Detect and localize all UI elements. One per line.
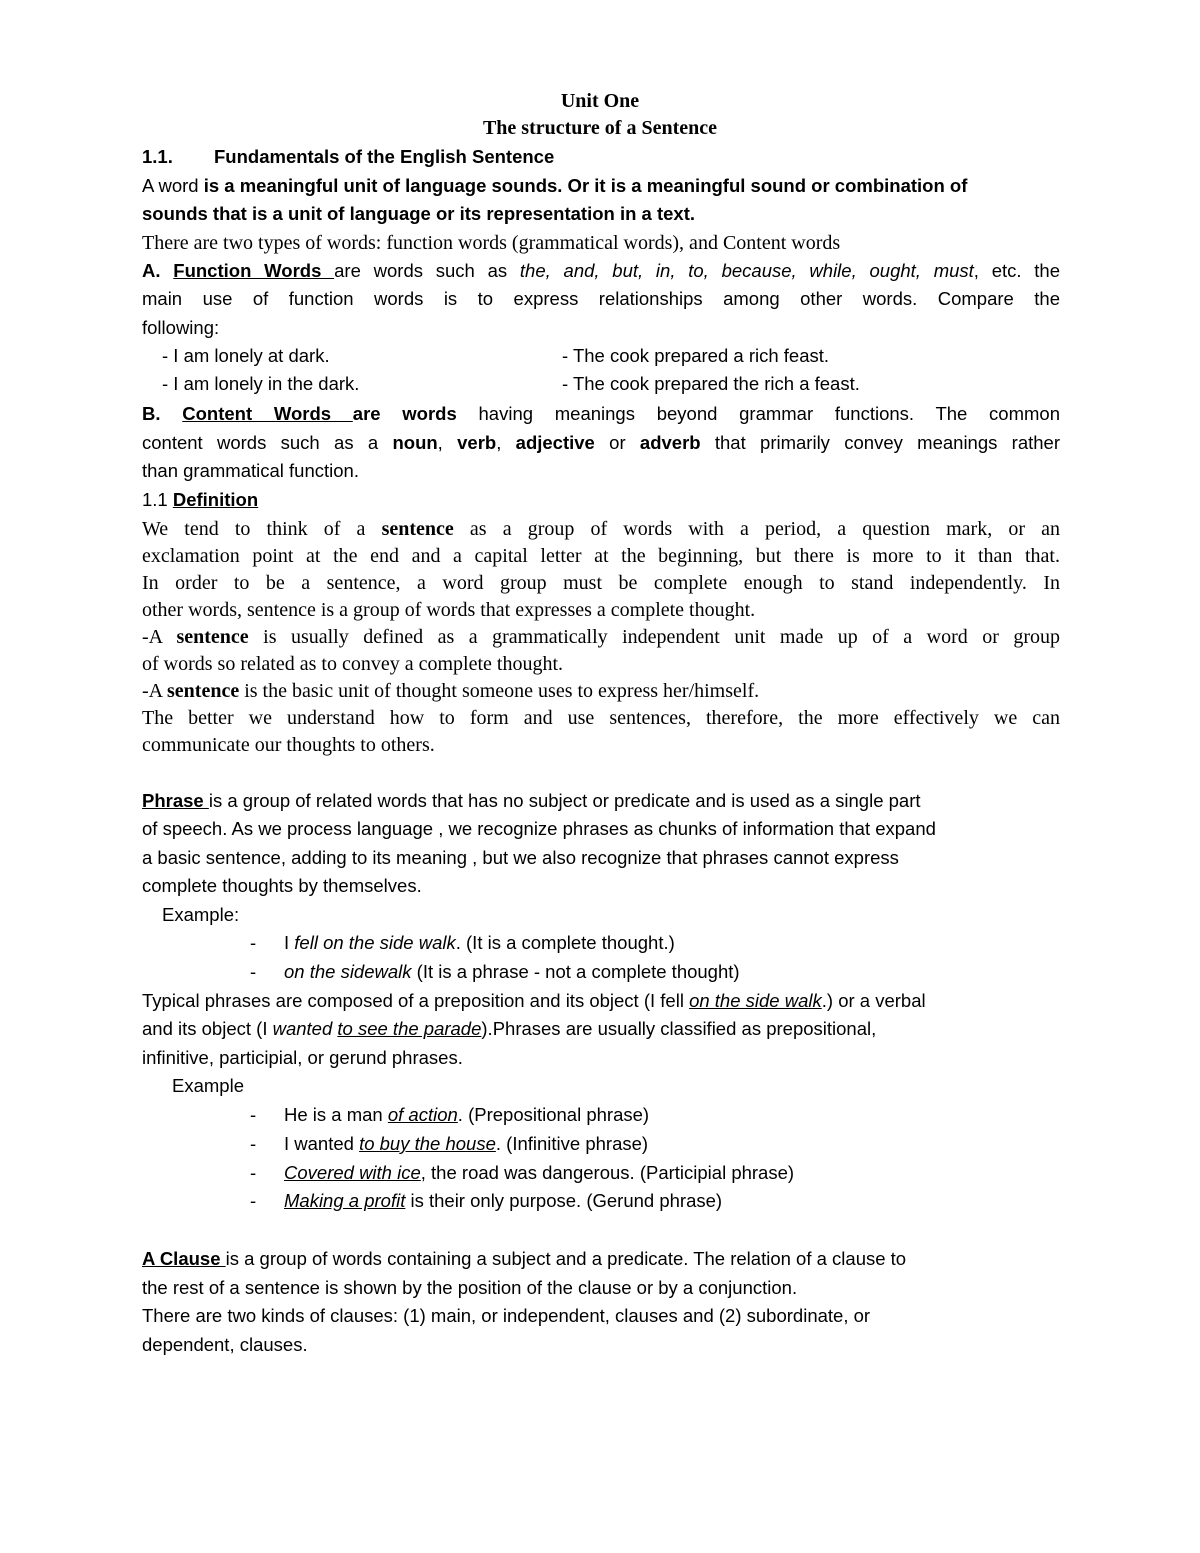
- term-sentence: sentence: [167, 680, 240, 702]
- term-sentence: sentence: [176, 626, 249, 648]
- compare-row-1: [162, 345, 1080, 367]
- content-words-line-3: than grammatical function.: [142, 460, 359, 481]
- word-def-lead: A word: [142, 175, 204, 196]
- unit-subtitle: The structure of a Sentence: [482, 117, 718, 139]
- typical-phrases-line-1: [142, 990, 1060, 1012]
- content-words-text: that primarily convey meanings rather: [700, 432, 1061, 453]
- section-number: 1.1.: [142, 146, 173, 167]
- typical-text: .) or a verbal: [821, 990, 926, 1011]
- definition-p2-line-2: of words so related as to convey a complete thought.: [142, 653, 563, 675]
- function-words-etc: , etc. the: [973, 260, 1061, 281]
- compare-row-2: [162, 373, 1080, 395]
- clause-term: A Clause: [142, 1248, 226, 1269]
- definition-text: is usually defined as a grammatically independent unit made up of a word or group: [248, 626, 1061, 648]
- definition-number: 1.1: [142, 489, 173, 510]
- word-def-bold: is a meaningful unit of language sounds. Or it is a meaningful sound or combination of: [203, 175, 968, 196]
- term-verb: verb: [457, 432, 497, 453]
- definition-p1-line-1: [142, 518, 1060, 541]
- example-underlined: to buy the house: [359, 1133, 496, 1154]
- term-adjective: adjective: [515, 432, 595, 453]
- phrase-text: is a group of related words that has no subject or predicate and is used as a single part: [208, 790, 921, 811]
- definition-text: is the basic unit of thought someone uses to express her/himself.: [239, 680, 760, 702]
- example-underlined: of action: [387, 1104, 458, 1125]
- function-words-line-3: following:: [142, 317, 220, 338]
- definition-heading: [142, 489, 1060, 511]
- clause-text: is a group of words containing a subject and a predicate. The relation of a clause to: [225, 1248, 907, 1269]
- clause-line-3: There are two kinds of clauses: (1) main, or independent, clauses and (2) subordinate, or: [142, 1305, 871, 1326]
- content-words-text: content words such as a: [142, 432, 393, 453]
- separator: ,: [496, 432, 516, 453]
- typical-phrases-line-3: infinitive, participial, or gerund phrases.: [142, 1047, 463, 1068]
- example-underlined: Covered with ice: [284, 1162, 421, 1183]
- typical-text: ).Phrases are usually classified as prepositional,: [481, 1018, 877, 1039]
- definition-text: -A: [142, 680, 167, 702]
- unit-title: Unit One: [560, 90, 640, 112]
- word-definition-line-1: [142, 175, 1060, 197]
- clause-line-2: the rest of a sentence is shown by the position of the clause or by a conjunction.: [142, 1277, 798, 1298]
- content-words-line-1: [142, 403, 1060, 425]
- phrase-line-3: a basic sentence, adding to its meaning , but we also recognize that phrases cannot express: [142, 847, 899, 868]
- function-words-text: are words such as: [334, 260, 520, 281]
- phrase-example2-label: Example: [172, 1075, 244, 1096]
- term-sentence: sentence: [381, 518, 454, 540]
- example-italic: on the sidewalk: [284, 961, 412, 982]
- definition-p4-line-1: The better we understand how to form and use sentences, therefore, the more effectively we can: [142, 707, 1060, 729]
- example-text: . (Prepositional phrase): [457, 1104, 650, 1125]
- definition-text: -A: [142, 626, 177, 648]
- example-text: is their only purpose. (Gerund phrase): [405, 1190, 723, 1211]
- function-words-line-2: main use of function words is to express relationships among other words. Compare the: [142, 288, 1060, 309]
- typical-text: Typical phrases are composed of a preposition and its object (I fell: [142, 990, 690, 1011]
- list-dash: -: [250, 961, 257, 982]
- compare-left: - I am lonely in the dark.: [162, 373, 360, 394]
- content-words-line-2: [142, 432, 1060, 454]
- definition-p2-line-1: [142, 626, 1060, 649]
- term-adverb: adverb: [639, 432, 701, 453]
- typical-text: and its object (I: [142, 1018, 273, 1039]
- definition-p1-line-3: In order to be a sentence, a word group must be complete enough to stand independently. In: [142, 572, 1060, 594]
- phrase-term: Phrase: [142, 790, 209, 811]
- function-words-label: A.: [142, 260, 161, 281]
- phrase-example-label: Example:: [162, 904, 240, 925]
- list-dash: -: [250, 1104, 257, 1125]
- list-dash: -: [250, 932, 257, 953]
- phrase-line-2: of speech. As we process language , we recognize phrases as chunks of information that expand: [142, 818, 936, 839]
- compare-right: - The cook prepared the rich a feast.: [562, 373, 860, 394]
- function-words-term: Function Words: [173, 260, 335, 281]
- word-types-line: There are two types of words: function words (grammatical words), and Content words: [142, 232, 841, 254]
- example-text: . (It is a complete thought.): [455, 932, 675, 953]
- definition-p4-line-2: communicate our thoughts to others.: [142, 734, 435, 756]
- function-words-line-1: [142, 260, 1060, 282]
- list-dash: -: [250, 1190, 257, 1211]
- typical-italic: wanted: [272, 1018, 333, 1039]
- separator: ,: [437, 432, 458, 453]
- separator: or: [594, 432, 640, 453]
- example-text: I: [284, 932, 295, 953]
- phrase-line-4: complete thoughts by themselves.: [142, 875, 422, 896]
- content-words-text: having meanings beyond grammar functions. The common: [456, 403, 1060, 424]
- clause-line-1: [142, 1248, 1060, 1270]
- section-title: Fundamentals of the English Sentence: [214, 146, 555, 167]
- content-words-term: Content Words: [182, 403, 353, 424]
- term-noun: noun: [392, 432, 438, 453]
- list-dash: -: [250, 1133, 257, 1154]
- list-dash: -: [250, 1162, 257, 1183]
- clause-line-4: dependent, clauses.: [142, 1334, 308, 1355]
- typical-phrases-line-2: [142, 1018, 1060, 1040]
- example-italic: fell on the side walk: [294, 932, 456, 953]
- compare-right: - The cook prepared a rich feast.: [562, 345, 830, 366]
- word-definition-line-2: sounds that is a unit of language or its representation in a text.: [142, 203, 696, 224]
- example-text: . (Infinitive phrase): [495, 1133, 649, 1154]
- definition-p3: [142, 680, 1060, 703]
- example-text: He is a man: [284, 1104, 388, 1125]
- typical-underlined: to see the parade: [337, 1018, 482, 1039]
- phrase-line-1: [142, 790, 1060, 812]
- content-words-bold: are words: [352, 403, 457, 424]
- typical-underlined: on the side walk: [689, 990, 822, 1011]
- example-text: I wanted: [284, 1133, 360, 1154]
- definition-text: We tend to think of a: [142, 518, 382, 540]
- function-words-examples: the, and, but, in, to, because, while, ought, must: [519, 260, 974, 281]
- example-underlined: Making a profit: [284, 1190, 406, 1211]
- definition-p1-line-4: other words, sentence is a group of words that expresses a complete thought.: [142, 599, 756, 621]
- compare-left: - I am lonely at dark.: [162, 345, 330, 366]
- content-words-label: B.: [142, 403, 161, 424]
- definition-text: as a group of words with a period, a question mark, or an: [453, 518, 1061, 540]
- definition-title: Definition: [172, 489, 259, 510]
- example-text: (It is a phrase - not a complete thought): [411, 961, 740, 982]
- example-text: , the road was dangerous. (Participial phrase): [420, 1162, 795, 1183]
- definition-p1-line-2: exclamation point at the end and a capital letter at the beginning, but there is more to it than that.: [142, 545, 1060, 567]
- section-heading: [142, 146, 1060, 168]
